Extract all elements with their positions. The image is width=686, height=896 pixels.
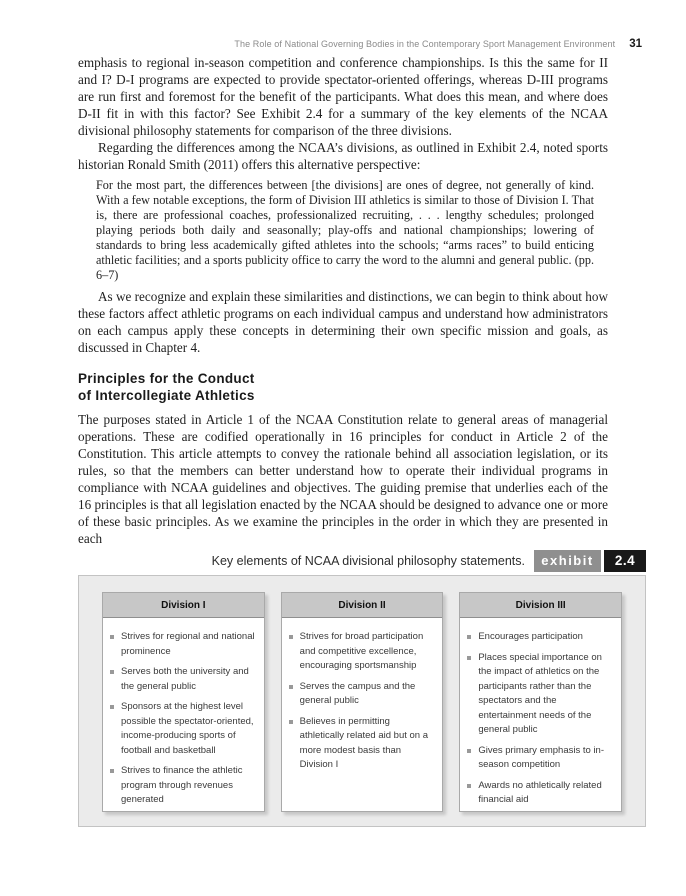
division-3-card: [459, 592, 622, 812]
list-item: [110, 665, 256, 694]
running-head-title: The Role of National Governing Bodies in the Contemporary Sport Management Environment: [234, 39, 616, 49]
list-item: [467, 744, 613, 773]
page-number: 31: [629, 38, 642, 50]
section-heading: [78, 371, 608, 404]
list-item: [289, 715, 435, 773]
square-bullet-icon: [289, 685, 293, 689]
bullet-text: Sponsors at the highest level possible the spectator-oriented, income-producing sports of football and basketball: [121, 701, 254, 756]
list-item: [467, 651, 613, 738]
page-header: [78, 34, 642, 52]
bullet-text: Strives for regional and national prominence: [121, 631, 255, 657]
division-card-body: [103, 618, 264, 808]
square-bullet-icon: [467, 635, 471, 639]
exhibit-caption: Key elements of NCAA divisional philosophy statements.: [211, 554, 525, 568]
square-bullet-icon: [467, 784, 471, 788]
list-item: [467, 779, 613, 808]
paragraph: Regarding the differences among the NCAA’s divisions, as outlined in Exhibit 2.4, noted sports historian Ronald Smith (2011) offers this alternative perspective:: [78, 140, 608, 172]
square-bullet-icon: [110, 769, 114, 773]
paragraph: As we recognize and explain these similarities and distinctions, we can begin to think about how these factors affect athletic programs on each individual campus and understand how administrators on each campus apply these concepts in determining their own specific mission and goals, as discussed in Chapter 4.: [78, 289, 608, 355]
bullet-text: Believes in permitting athletically related aid but on a more modest basis than Division I: [299, 715, 429, 770]
bullet-text: Strives to finance the athletic program through revenues generated: [121, 765, 243, 805]
square-bullet-icon: [467, 656, 471, 660]
list-item: [467, 630, 613, 645]
square-bullet-icon: [289, 720, 293, 724]
square-bullet-icon: [467, 749, 471, 753]
section-heading-line: of Intercollegiate Athletics: [78, 387, 255, 403]
bullet-text: Serves both the university and the general public: [121, 666, 249, 692]
bullet-text: Awards no athletically related financial aid: [478, 779, 602, 805]
list-item: [289, 680, 435, 709]
list-item: [110, 764, 256, 808]
division-2-card: [281, 592, 444, 812]
division-card-body: [460, 618, 621, 808]
division-card-title: Division III: [460, 593, 621, 618]
exhibit-panel: [78, 575, 646, 827]
square-bullet-icon: [110, 635, 114, 639]
division-card-title: Division I: [103, 593, 264, 618]
division-1-card: [102, 592, 265, 812]
bullet-text: Strives for broad participation and competitive excellence, encouraging sportsmanship: [299, 631, 424, 671]
bullet-text: Gives primary emphasis to in-season competition: [478, 744, 604, 770]
exhibit-caption-row: [78, 550, 646, 572]
division-card-body: [282, 618, 443, 773]
section-heading-line: Principles for the Conduct: [78, 371, 255, 386]
division-card-title: Division II: [282, 593, 443, 618]
bullet-text: Encourages participation: [478, 631, 583, 642]
paragraph: emphasis to regional in-season competition and conference championships. Is this the same for II and I? D-I programs are expected to provide spectator-oriented offerings, whereas D-III programs are run first and foremost for the benefit of the participants. What does this mean, and where does D-II fit in with this factor? See Exhibit 2.4 for a summary of the key elements of the NCAA divisional philosophy statements for comparison of the three divisions.: [78, 55, 608, 138]
square-bullet-icon: [289, 635, 293, 639]
block-quote: For the most part, the differences between [the divisions] are ones of degree, not generally of kind. With a few notable exceptions, the form of Division III athletics is similar to those of Division I. That is, there are professional coaches, professionalized recruiting, . . . lengthy schedules; prolonged playing periods both daily and seasonally; play-offs and national championships; lowering of standards to bring less academically gifted athletes into the schools; “arms races” to build enticing athletic facilities; and a sports publicity office to carry the word to the alumni and general public. (pp. 6–7): [96, 178, 594, 282]
body-text-column: [78, 54, 608, 547]
list-item: [289, 630, 435, 674]
square-bullet-icon: [110, 670, 114, 674]
paragraph: The purposes stated in Article 1 of the NCAA Constitution relate to general areas of managerial operations. These are codified operationally in 16 principles for conduct in Article 2 of the Constitution. This article attempts to convey the rationale behind all association legislation, or its rules, so that the members can better understand how to operate their individual programs in compliance with NCAA guidelines and objectives. The guiding premise that underlies each of the 16 principles is that all legislation enacted by the NCAA should be designed to advance one or more of these basic principles. As we examine the principles in the order in which they are presented in each: [78, 412, 608, 546]
bullet-text: Places special importance on the impact of athletics on the participants rather than the spectators and the entertainment needs of the general public: [478, 651, 602, 735]
square-bullet-icon: [110, 705, 114, 709]
list-item: [110, 700, 256, 758]
list-item: [110, 630, 256, 659]
exhibit-number-tab: 2.4: [604, 550, 646, 572]
exhibit-label-tab: exhibit: [534, 550, 601, 572]
bullet-text: Serves the campus and the general public: [299, 680, 416, 706]
